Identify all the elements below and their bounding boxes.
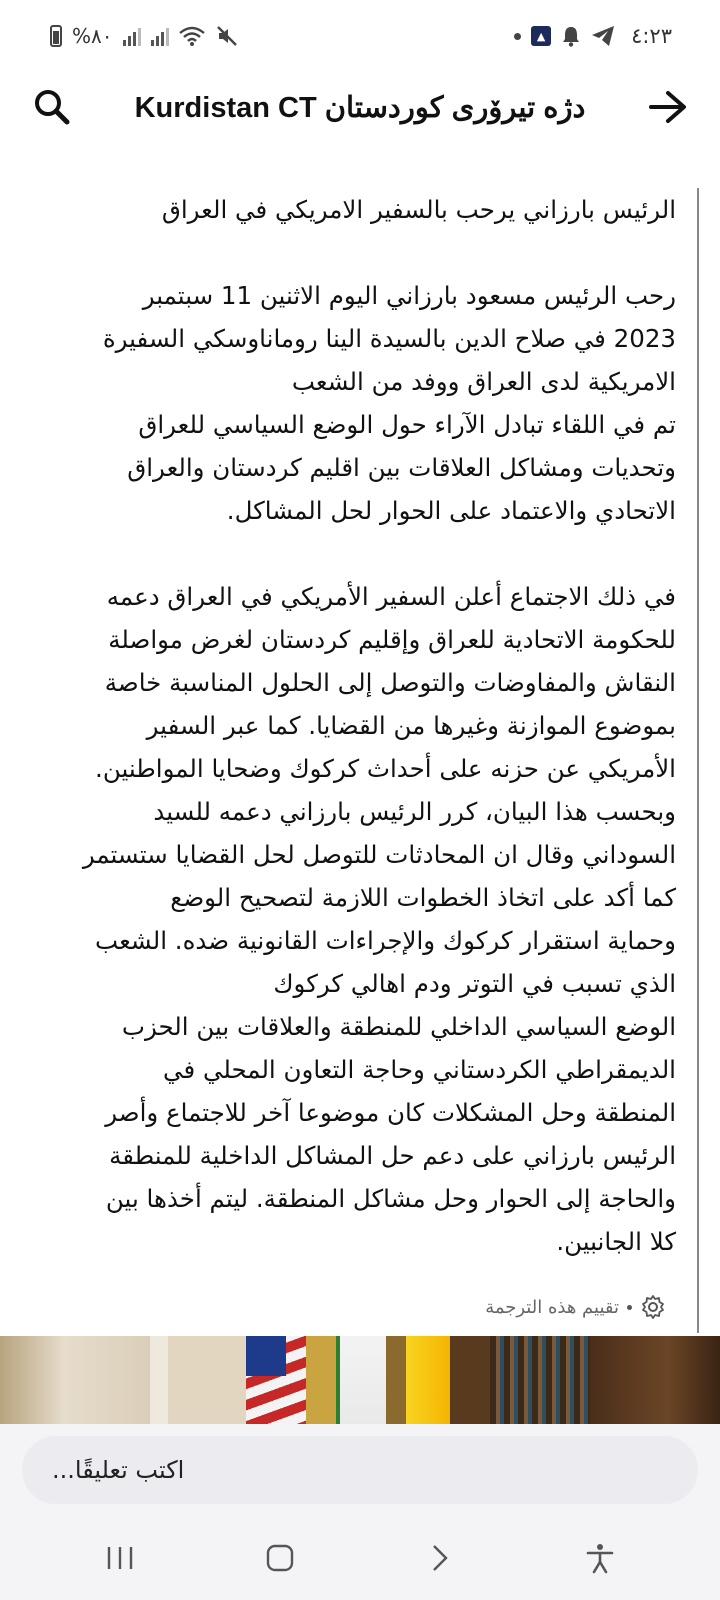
article-image[interactable] bbox=[0, 1336, 720, 1424]
signal-icon bbox=[151, 26, 169, 46]
system-navbar bbox=[0, 1516, 720, 1600]
home-button[interactable] bbox=[250, 1528, 310, 1588]
battery-icon bbox=[50, 25, 62, 47]
article-paragraph-2 bbox=[56, 575, 676, 1263]
article-line: الرئيس بارزاني على دعم حل المشاكل الداخلية للمنطقة bbox=[109, 1141, 676, 1170]
article-line: السوداني وقال ان المحادثات للتوصل لحل القضايا ستستمر bbox=[82, 840, 676, 869]
comment-area bbox=[0, 1424, 720, 1516]
mute-icon bbox=[215, 24, 239, 48]
rate-translation-label: تقييم هذه الترجمة bbox=[485, 1296, 619, 1318]
telegram-icon bbox=[591, 25, 615, 47]
article-line: للحكومة الاتحادية للعراق وإقليم كردستان لغرض مواصلة bbox=[108, 625, 676, 654]
back-nav-button[interactable] bbox=[410, 1528, 470, 1588]
search-button[interactable] bbox=[30, 85, 74, 129]
article-line: رحب الرئيس مسعود بارزاني اليوم الاثنين 11 سبتمبر bbox=[142, 281, 676, 310]
rate-translation[interactable] bbox=[485, 1294, 666, 1320]
battery-text: %٨٠ bbox=[72, 24, 113, 48]
article-line: وحماية استقرار كركوك والإجراءات القانونية ضده. الشعب bbox=[95, 926, 676, 955]
article-title: الرئيس بارزاني يرحب بالسفير الامريكي في العراق bbox=[161, 195, 676, 224]
article-line: الامريكية لدى العراق ووفد من الشعب bbox=[291, 367, 676, 396]
home-icon bbox=[265, 1543, 295, 1573]
gear-icon bbox=[640, 1294, 666, 1320]
article-line: النقاش والمفاوضات والتوصل إلى الحلول المناسبة خاصة bbox=[104, 668, 676, 697]
app-header bbox=[0, 72, 720, 142]
article-line: الديمقراطي الكردستاني وحاجة التعاون المحلي في bbox=[163, 1055, 676, 1084]
back-chevron-icon bbox=[429, 1543, 451, 1573]
comment-placeholder: اكتب تعليقًا... bbox=[52, 1456, 185, 1484]
article-body bbox=[56, 188, 676, 1306]
recent-apps-button[interactable] bbox=[90, 1528, 150, 1588]
scroll-indicator bbox=[697, 188, 699, 1333]
article-line: وبحسب هذا البيان، كرر الرئيس بارزاني دعمه للسيد bbox=[153, 797, 676, 826]
status-left bbox=[50, 24, 239, 48]
wifi-icon bbox=[179, 25, 205, 47]
article-line: وتحديات ومشاكل العلاقات بين اقليم كردستان والعراق bbox=[127, 453, 676, 482]
accessibility-button[interactable] bbox=[570, 1528, 630, 1588]
article-line: الأمريكي عن حزنه على أحداث كركوك وضحايا المواطنين. bbox=[95, 754, 676, 783]
status-bar bbox=[0, 0, 720, 72]
back-button[interactable] bbox=[646, 85, 690, 129]
article-line: الوضع السياسي الداخلي للمنطقة والعلاقات بين الحزب bbox=[121, 1012, 676, 1041]
arrow-right-icon bbox=[648, 90, 688, 124]
bullet bbox=[627, 1305, 632, 1310]
status-right bbox=[514, 24, 672, 48]
article-line: في ذلك الاجتماع أعلن السفير الأمريكي في العراق دعمه bbox=[106, 582, 676, 611]
app-icon: ▲ bbox=[531, 26, 551, 46]
page-title: دژه تیرۆری کوردستان Kurdistan CT bbox=[134, 91, 586, 124]
article-paragraph-1 bbox=[56, 274, 676, 532]
article-line: 2023 في صلاح الدين بالسيدة الينا روماناوسكي السفيرة bbox=[102, 324, 676, 353]
accessibility-icon bbox=[585, 1542, 615, 1574]
article-line: تم في اللقاء تبادل الآراء حول الوضع السياسي للعراق bbox=[138, 410, 676, 439]
recent-apps-icon bbox=[105, 1545, 135, 1571]
article-line: بموضوع الموازنة وغيرها من القضايا. كما عبر السفير bbox=[146, 711, 676, 740]
comment-input[interactable] bbox=[22, 1436, 698, 1504]
article-line: كلا الجانبين. bbox=[556, 1227, 676, 1256]
bell-icon bbox=[561, 25, 581, 47]
dot-icon bbox=[514, 33, 521, 40]
clock: ٤:٢٣ bbox=[631, 24, 672, 48]
article-line: الذي تسبب في التوتر ودم اهالي كركوك bbox=[273, 969, 676, 998]
signal-icon bbox=[123, 26, 141, 46]
article-line: المنطقة وحل المشكلات كان موضوعا آخر للاجتماع وأصر bbox=[105, 1098, 676, 1127]
search-icon bbox=[33, 88, 71, 126]
article-line: والحاجة إلى الحوار وحل مشاكل المنطقة. ليتم أخذها بين bbox=[105, 1184, 676, 1213]
article-line: كما أكد على اتخاذ الخطوات اللازمة لتصحيح الوضع bbox=[170, 883, 676, 912]
article-line: الاتحادي والاعتماد على الحوار لحل المشاكل. bbox=[226, 496, 676, 525]
